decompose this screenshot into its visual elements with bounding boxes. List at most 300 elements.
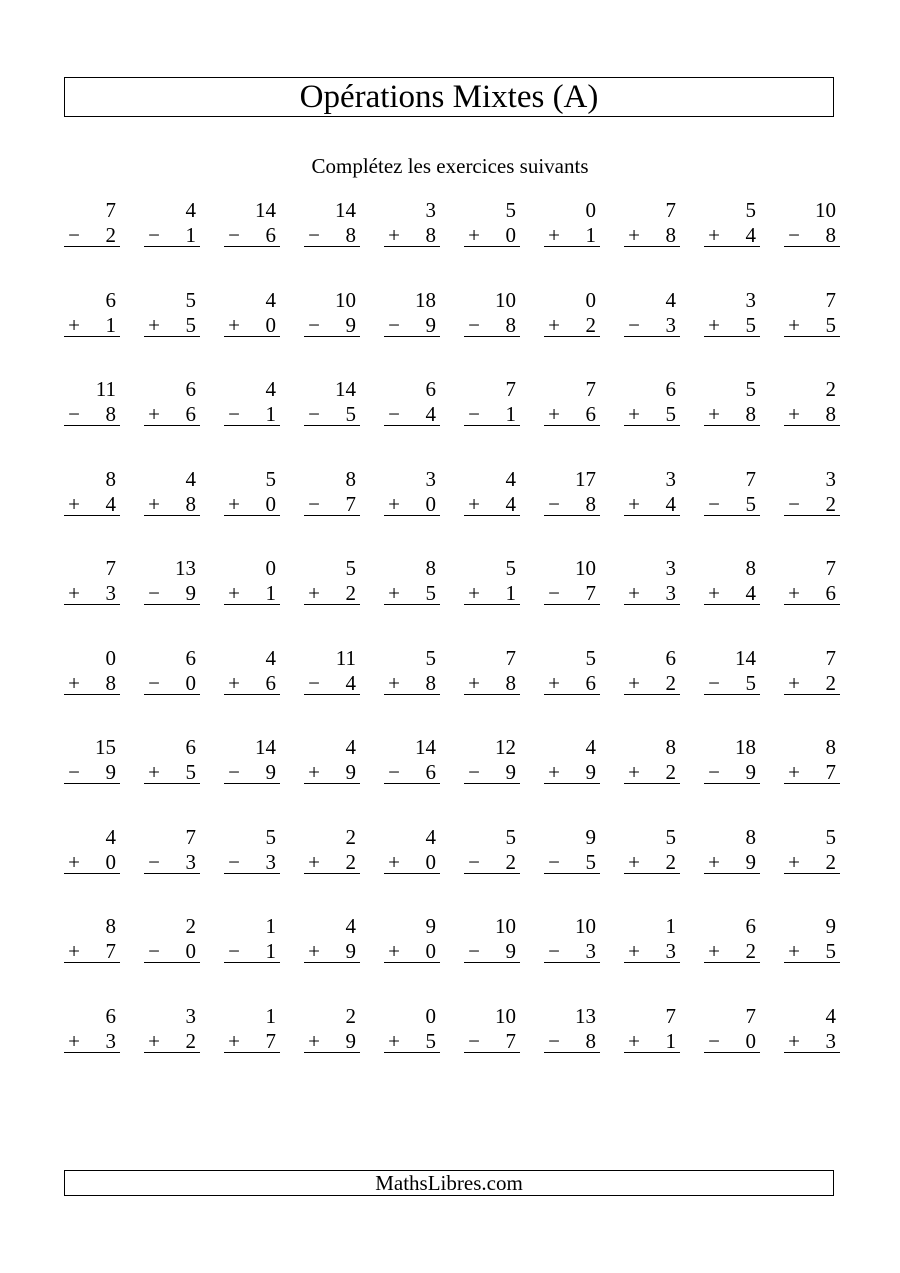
problem-bottom-number: 5 bbox=[185, 312, 196, 337]
problem-top-number: 8 bbox=[665, 735, 676, 759]
footer-site: MathsLibres.com bbox=[375, 1171, 523, 1195]
problem bbox=[144, 464, 200, 524]
problem-operator: + bbox=[628, 491, 640, 516]
problem bbox=[624, 374, 680, 434]
problem-top-number: 2 bbox=[185, 914, 196, 938]
problem-top-number: 4 bbox=[505, 466, 516, 491]
problem-top-number: 7 bbox=[745, 466, 756, 491]
problem-operator: − bbox=[308, 402, 320, 426]
problem-operator: − bbox=[468, 402, 480, 426]
problem bbox=[304, 911, 360, 971]
problem-top-number: 0 bbox=[585, 287, 596, 312]
problem-operator: − bbox=[468, 1028, 480, 1053]
problem bbox=[64, 643, 120, 703]
problem bbox=[64, 911, 120, 971]
problem-operator: + bbox=[708, 223, 720, 247]
problem-top-number: 2 bbox=[345, 824, 356, 849]
answer-line bbox=[704, 694, 760, 695]
problem-bottom-number: 8 bbox=[505, 670, 516, 695]
problem-row bbox=[0, 464, 900, 554]
problem-bottom-number: 6 bbox=[585, 670, 596, 695]
problem-bottom-number: 3 bbox=[665, 312, 676, 337]
problem-bottom-number: 9 bbox=[505, 760, 516, 784]
problem-bottom-number: 3 bbox=[665, 939, 676, 963]
problem-top-number: 3 bbox=[185, 1003, 196, 1028]
answer-line bbox=[544, 246, 600, 247]
problem-bottom-number: 5 bbox=[425, 581, 436, 605]
answer-line bbox=[544, 694, 600, 695]
problem-top-number: 4 bbox=[265, 287, 276, 312]
answer-line bbox=[704, 425, 760, 426]
problem-bottom-number: 4 bbox=[425, 402, 436, 426]
answer-line bbox=[784, 873, 840, 874]
problem bbox=[144, 911, 200, 971]
problem bbox=[544, 553, 600, 613]
problem bbox=[624, 195, 680, 255]
problem-top-number: 3 bbox=[665, 556, 676, 580]
answer-line bbox=[64, 515, 120, 516]
problem-top-number: 8 bbox=[105, 466, 116, 491]
problem-top-number: 6 bbox=[185, 377, 196, 401]
answer-line bbox=[224, 873, 280, 874]
problem-top-number: 7 bbox=[825, 645, 836, 670]
problem-operator: + bbox=[628, 1028, 640, 1053]
problem-top-number: 10 bbox=[575, 914, 596, 938]
problem-top-number: 7 bbox=[105, 198, 116, 222]
problem-bottom-number: 1 bbox=[665, 1028, 676, 1053]
problem-bottom-number: 0 bbox=[425, 849, 436, 874]
problem-bottom-number: 1 bbox=[505, 402, 516, 426]
problem-bottom-number: 6 bbox=[825, 581, 836, 605]
problem bbox=[224, 822, 280, 882]
problem-bottom-number: 7 bbox=[585, 581, 596, 605]
problem-bottom-number: 6 bbox=[265, 670, 276, 695]
problem-operator: − bbox=[548, 1028, 560, 1053]
problem-operator: − bbox=[308, 670, 320, 695]
problem bbox=[784, 464, 840, 524]
answer-line bbox=[144, 783, 200, 784]
problem-top-number: 4 bbox=[265, 377, 276, 401]
answer-line bbox=[704, 246, 760, 247]
footer-box bbox=[64, 1170, 834, 1196]
problem-top-number: 6 bbox=[105, 1003, 116, 1028]
problem-operator: − bbox=[148, 849, 160, 874]
answer-line bbox=[784, 246, 840, 247]
problem bbox=[784, 732, 840, 792]
problem-operator: − bbox=[708, 491, 720, 516]
problem bbox=[704, 285, 760, 345]
answer-line bbox=[464, 962, 520, 963]
problem-top-number: 14 bbox=[735, 645, 756, 670]
problem-top-number: 4 bbox=[585, 735, 596, 759]
answer-line bbox=[224, 783, 280, 784]
problem-bottom-number: 5 bbox=[585, 849, 596, 874]
problem-top-number: 14 bbox=[335, 377, 356, 401]
problem-operator: + bbox=[468, 223, 480, 247]
answer-line bbox=[464, 604, 520, 605]
problem-operator: − bbox=[548, 581, 560, 605]
problem bbox=[224, 374, 280, 434]
answer-line bbox=[784, 694, 840, 695]
problem-top-number: 5 bbox=[745, 198, 756, 222]
problem-bottom-number: 6 bbox=[185, 402, 196, 426]
problem-top-number: 4 bbox=[265, 645, 276, 670]
problem-top-number: 5 bbox=[665, 824, 676, 849]
problem bbox=[544, 911, 600, 971]
problem-operator: − bbox=[148, 939, 160, 963]
problem bbox=[624, 911, 680, 971]
problem bbox=[704, 732, 760, 792]
problem-bottom-number: 0 bbox=[505, 223, 516, 247]
problem bbox=[224, 643, 280, 703]
problem bbox=[784, 822, 840, 882]
problem-top-number: 4 bbox=[185, 198, 196, 222]
problem-operator: + bbox=[788, 849, 800, 874]
problem bbox=[64, 1001, 120, 1061]
answer-line bbox=[304, 425, 360, 426]
answer-line bbox=[704, 783, 760, 784]
problem-row bbox=[0, 553, 900, 643]
problem-top-number: 18 bbox=[735, 735, 756, 759]
problem-top-number: 5 bbox=[345, 556, 356, 580]
problem-operator: + bbox=[388, 581, 400, 605]
problem bbox=[464, 822, 520, 882]
problem-operator: − bbox=[228, 760, 240, 784]
problem bbox=[304, 1001, 360, 1061]
answer-line bbox=[704, 962, 760, 963]
answer-line bbox=[704, 336, 760, 337]
problem-top-number: 5 bbox=[265, 466, 276, 491]
problem-bottom-number: 5 bbox=[745, 491, 756, 516]
answer-line bbox=[464, 246, 520, 247]
problem bbox=[64, 822, 120, 882]
problem bbox=[144, 195, 200, 255]
problem bbox=[784, 285, 840, 345]
problem-top-number: 4 bbox=[105, 824, 116, 849]
answer-line bbox=[384, 515, 440, 516]
problem-top-number: 0 bbox=[425, 1003, 436, 1028]
problem bbox=[544, 285, 600, 345]
problem-bottom-number: 8 bbox=[505, 312, 516, 337]
problem-top-number: 5 bbox=[745, 377, 756, 401]
answer-line bbox=[784, 425, 840, 426]
problem-bottom-number: 5 bbox=[825, 939, 836, 963]
problem-operator: − bbox=[468, 939, 480, 963]
problem bbox=[464, 643, 520, 703]
answer-line bbox=[704, 873, 760, 874]
problem-operator: + bbox=[628, 849, 640, 874]
problem-operator: + bbox=[388, 491, 400, 516]
problem-bottom-number: 9 bbox=[105, 760, 116, 784]
problem-bottom-number: 2 bbox=[745, 939, 756, 963]
problem-bottom-number: 8 bbox=[585, 491, 596, 516]
problem-top-number: 6 bbox=[425, 377, 436, 401]
problem bbox=[624, 1001, 680, 1061]
problem bbox=[144, 285, 200, 345]
problem-operator: − bbox=[388, 760, 400, 784]
problem-operator: + bbox=[308, 939, 320, 963]
problem-grid bbox=[0, 195, 900, 1090]
problem-operator: + bbox=[68, 491, 80, 516]
problem-top-number: 7 bbox=[665, 198, 676, 222]
problem-top-number: 7 bbox=[825, 287, 836, 312]
problem-bottom-number: 0 bbox=[185, 670, 196, 695]
problem-bottom-number: 0 bbox=[425, 491, 436, 516]
answer-line bbox=[144, 336, 200, 337]
problem-operator: + bbox=[788, 312, 800, 337]
problem-operator: + bbox=[708, 581, 720, 605]
problem-bottom-number: 2 bbox=[825, 491, 836, 516]
problem-bottom-number: 9 bbox=[425, 312, 436, 337]
problem-operator: + bbox=[148, 760, 160, 784]
problem-operator: + bbox=[228, 581, 240, 605]
problem-top-number: 1 bbox=[265, 1003, 276, 1028]
problem-top-number: 9 bbox=[585, 824, 596, 849]
problem-bottom-number: 5 bbox=[425, 1028, 436, 1053]
problem bbox=[384, 464, 440, 524]
problem-bottom-number: 8 bbox=[425, 670, 436, 695]
problem-top-number: 7 bbox=[585, 377, 596, 401]
answer-line bbox=[704, 515, 760, 516]
answer-line bbox=[624, 962, 680, 963]
problem-operator: + bbox=[308, 849, 320, 874]
problem-top-number: 8 bbox=[825, 735, 836, 759]
problem-bottom-number: 3 bbox=[825, 1028, 836, 1053]
answer-line bbox=[384, 604, 440, 605]
problem-bottom-number: 0 bbox=[425, 939, 436, 963]
answer-line bbox=[224, 336, 280, 337]
answer-line bbox=[144, 515, 200, 516]
problem-operator: − bbox=[708, 760, 720, 784]
problem-top-number: 4 bbox=[345, 735, 356, 759]
problem-bottom-number: 4 bbox=[665, 491, 676, 516]
answer-line bbox=[544, 515, 600, 516]
problem-top-number: 8 bbox=[425, 556, 436, 580]
problem bbox=[304, 553, 360, 613]
answer-line bbox=[704, 604, 760, 605]
problem bbox=[704, 374, 760, 434]
problem bbox=[784, 1001, 840, 1061]
problem-bottom-number: 8 bbox=[105, 670, 116, 695]
problem-bottom-number: 9 bbox=[185, 581, 196, 605]
problem bbox=[704, 643, 760, 703]
problem bbox=[384, 643, 440, 703]
problem-bottom-number: 9 bbox=[345, 1028, 356, 1053]
answer-line bbox=[704, 1052, 760, 1053]
problem bbox=[384, 1001, 440, 1061]
problem-bottom-number: 8 bbox=[745, 402, 756, 426]
answer-line bbox=[304, 246, 360, 247]
problem-top-number: 10 bbox=[495, 287, 516, 312]
problem-top-number: 18 bbox=[415, 287, 436, 312]
problem-bottom-number: 5 bbox=[825, 312, 836, 337]
problem-operator: − bbox=[148, 223, 160, 247]
problem-top-number: 6 bbox=[185, 645, 196, 670]
problem-top-number: 9 bbox=[825, 914, 836, 938]
problem-top-number: 6 bbox=[665, 377, 676, 401]
problem-top-number: 10 bbox=[815, 198, 836, 222]
problem-operator: − bbox=[228, 939, 240, 963]
problem-operator: + bbox=[628, 581, 640, 605]
answer-line bbox=[224, 425, 280, 426]
answer-line bbox=[144, 604, 200, 605]
answer-line bbox=[64, 425, 120, 426]
problem-bottom-number: 1 bbox=[265, 402, 276, 426]
answer-line bbox=[784, 336, 840, 337]
problem-bottom-number: 9 bbox=[585, 760, 596, 784]
problem-bottom-number: 8 bbox=[425, 223, 436, 247]
problem-top-number: 8 bbox=[105, 914, 116, 938]
problem-bottom-number: 0 bbox=[185, 939, 196, 963]
answer-line bbox=[224, 962, 280, 963]
answer-line bbox=[544, 873, 600, 874]
problem bbox=[304, 374, 360, 434]
problem-top-number: 10 bbox=[495, 914, 516, 938]
problem-operator: + bbox=[228, 1028, 240, 1053]
problem bbox=[624, 643, 680, 703]
problem-operator: + bbox=[308, 1028, 320, 1053]
problem-top-number: 14 bbox=[255, 198, 276, 222]
problem-top-number: 4 bbox=[185, 466, 196, 491]
problem bbox=[64, 464, 120, 524]
answer-line bbox=[304, 336, 360, 337]
answer-line bbox=[544, 783, 600, 784]
answer-line bbox=[544, 604, 600, 605]
problem-bottom-number: 5 bbox=[745, 312, 756, 337]
problem-top-number: 1 bbox=[265, 914, 276, 938]
answer-line bbox=[784, 783, 840, 784]
problem-row bbox=[0, 195, 900, 285]
problem-top-number: 11 bbox=[95, 377, 116, 401]
answer-line bbox=[384, 694, 440, 695]
problem-top-number: 5 bbox=[505, 556, 516, 580]
problem bbox=[384, 732, 440, 792]
problem-bottom-number: 9 bbox=[745, 849, 756, 874]
problem-bottom-number: 6 bbox=[425, 760, 436, 784]
answer-line bbox=[64, 783, 120, 784]
problem bbox=[384, 822, 440, 882]
answer-line bbox=[384, 783, 440, 784]
problem-bottom-number: 4 bbox=[105, 491, 116, 516]
problem-bottom-number: 7 bbox=[265, 1028, 276, 1053]
problem bbox=[544, 1001, 600, 1061]
problem bbox=[544, 643, 600, 703]
problem-operator: + bbox=[788, 581, 800, 605]
problem bbox=[464, 285, 520, 345]
problem-operator: − bbox=[68, 402, 80, 426]
problem-top-number: 13 bbox=[575, 1003, 596, 1028]
problem-bottom-number: 6 bbox=[265, 223, 276, 247]
problem-bottom-number: 2 bbox=[825, 849, 836, 874]
problem-top-number: 9 bbox=[425, 914, 436, 938]
problem-top-number: 3 bbox=[425, 198, 436, 222]
problem bbox=[544, 822, 600, 882]
problem-top-number: 5 bbox=[825, 824, 836, 849]
problem-row bbox=[0, 911, 900, 1001]
answer-line bbox=[624, 783, 680, 784]
problem-operator: + bbox=[708, 312, 720, 337]
answer-line bbox=[784, 962, 840, 963]
problem-top-number: 3 bbox=[825, 466, 836, 491]
answer-line bbox=[464, 425, 520, 426]
answer-line bbox=[304, 694, 360, 695]
answer-line bbox=[304, 783, 360, 784]
problem bbox=[224, 285, 280, 345]
problem-operator: + bbox=[788, 760, 800, 784]
answer-line bbox=[384, 425, 440, 426]
problem-top-number: 4 bbox=[665, 287, 676, 312]
problem-top-number: 8 bbox=[745, 824, 756, 849]
problem-bottom-number: 8 bbox=[585, 1028, 596, 1053]
problem-operator: − bbox=[388, 402, 400, 426]
problem-row bbox=[0, 822, 900, 912]
problem-top-number: 5 bbox=[425, 645, 436, 670]
problem bbox=[224, 732, 280, 792]
problem-top-number: 5 bbox=[505, 824, 516, 849]
problem-operator: − bbox=[468, 312, 480, 337]
problem-operator: − bbox=[148, 670, 160, 695]
problem-operator: + bbox=[68, 312, 80, 337]
problem-top-number: 5 bbox=[185, 287, 196, 312]
problem-operator: + bbox=[148, 312, 160, 337]
problem bbox=[704, 464, 760, 524]
problem-operator: + bbox=[628, 760, 640, 784]
problem-top-number: 4 bbox=[345, 914, 356, 938]
problem bbox=[784, 643, 840, 703]
problem bbox=[304, 195, 360, 255]
problem bbox=[304, 285, 360, 345]
problem bbox=[464, 195, 520, 255]
answer-line bbox=[64, 604, 120, 605]
problem-operator: − bbox=[468, 760, 480, 784]
problem-operator: + bbox=[148, 402, 160, 426]
problem-top-number: 0 bbox=[265, 556, 276, 580]
problem bbox=[224, 1001, 280, 1061]
problem-bottom-number: 3 bbox=[665, 581, 676, 605]
problem-operator: + bbox=[548, 670, 560, 695]
problem bbox=[464, 732, 520, 792]
problem-operator: + bbox=[308, 581, 320, 605]
answer-line bbox=[624, 873, 680, 874]
answer-line bbox=[544, 425, 600, 426]
problem bbox=[784, 911, 840, 971]
problem-top-number: 2 bbox=[825, 377, 836, 401]
answer-line bbox=[64, 962, 120, 963]
problem-row bbox=[0, 1001, 900, 1091]
problem-bottom-number: 3 bbox=[585, 939, 596, 963]
problem-bottom-number: 2 bbox=[665, 849, 676, 874]
problem-operator: − bbox=[708, 1028, 720, 1053]
answer-line bbox=[624, 694, 680, 695]
problem-bottom-number: 2 bbox=[105, 223, 116, 247]
problem-top-number: 14 bbox=[415, 735, 436, 759]
problem-operator: − bbox=[548, 849, 560, 874]
problem-top-number: 7 bbox=[105, 556, 116, 580]
problem-operator: − bbox=[308, 223, 320, 247]
problem-bottom-number: 2 bbox=[185, 1028, 196, 1053]
problem-top-number: 0 bbox=[585, 198, 596, 222]
problem-operator: + bbox=[68, 581, 80, 605]
problem-bottom-number: 8 bbox=[105, 402, 116, 426]
problem bbox=[64, 285, 120, 345]
problem-operator: − bbox=[228, 402, 240, 426]
problem-operator: − bbox=[228, 849, 240, 874]
problem-bottom-number: 4 bbox=[345, 670, 356, 695]
answer-line bbox=[624, 1052, 680, 1053]
problem-operator: + bbox=[68, 849, 80, 874]
problem bbox=[384, 911, 440, 971]
problem-bottom-number: 1 bbox=[105, 312, 116, 337]
